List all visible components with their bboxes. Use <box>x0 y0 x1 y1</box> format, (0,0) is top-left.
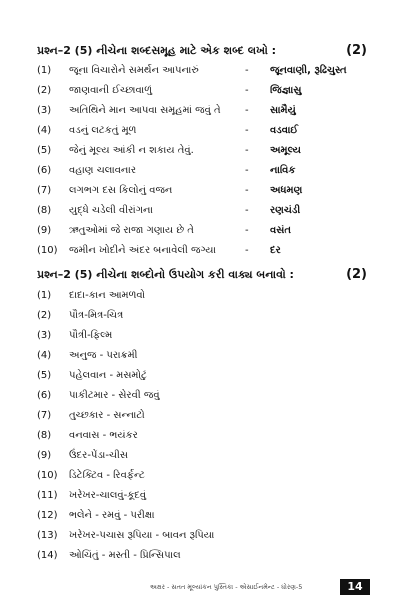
list-item <box>37 310 367 328</box>
item-dash: - <box>245 205 249 216</box>
item-phrase: પહેલવાન - મસમોટું <box>69 370 147 381</box>
item-phrase: ખરેખર-ચાલવું-કૂદવું <box>69 490 147 501</box>
item-number: (4) <box>37 125 52 136</box>
item-phrase: વનવાસ - ભયંકર <box>69 430 138 441</box>
item-dash: - <box>245 65 249 76</box>
item-phrase: તુચ્છકાર - સન્નાટો <box>69 410 145 421</box>
item-answer: જૂનવાણી, રૂઢિચુસ્ત <box>270 65 347 76</box>
item-number: (1) <box>37 290 52 301</box>
item-phrase: વડનું લટકતું મૂળ <box>69 125 137 136</box>
item-phrase: પૌત્રી-ફિલ્મ <box>69 330 113 341</box>
item-number: (5) <box>37 370 52 381</box>
list-item <box>37 105 367 123</box>
item-phrase: અનુજ - પરાક્રમી <box>69 350 138 361</box>
list-item <box>37 350 367 368</box>
item-phrase: ઓચિંતું - મસ્તી - પ્રિન્સિપાલ <box>69 550 181 561</box>
item-number: (2) <box>37 310 52 321</box>
list-item <box>37 225 367 243</box>
list-item <box>37 470 367 488</box>
item-number: (14) <box>37 550 58 561</box>
item-phrase: ઉંદર-પેંડા-ચીસ <box>69 450 128 461</box>
item-dash: - <box>245 125 249 136</box>
list-item <box>37 205 367 223</box>
section-two-heading <box>37 268 367 286</box>
item-number: (2) <box>37 85 52 96</box>
list-item <box>37 125 367 143</box>
item-phrase: ખરેખર-પચાસ રૂપિયા - બાવન રૂપિયા <box>69 530 215 541</box>
item-number: (3) <box>37 105 52 116</box>
item-answer: અધમણ <box>270 185 303 196</box>
item-number: (12) <box>37 510 58 521</box>
item-number: (9) <box>37 450 52 461</box>
item-answer: દર <box>270 245 281 256</box>
list-item <box>37 330 367 348</box>
item-number: (10) <box>37 470 58 481</box>
item-phrase: પાકીટમાર - સેરવી જવું <box>69 390 160 401</box>
item-phrase: જેનું મૂલ્ય આંકી ન શકાય તેવું. <box>69 145 194 156</box>
item-dash: - <box>245 165 249 176</box>
list-item <box>37 185 367 203</box>
item-phrase: ભલેને - રમવું - પરીક્ષા <box>69 510 155 521</box>
item-answer: અમૂલ્ય <box>270 145 301 156</box>
item-answer: રણચંડી <box>270 205 301 216</box>
item-answer: જિજ્ઞાસુ <box>270 85 302 96</box>
item-dash: - <box>245 105 249 116</box>
list-item <box>37 85 367 103</box>
item-dash: - <box>245 185 249 196</box>
section-two-title: પ્રશ્ન–2 (5) નીચેના શબ્દોનો ઉપયોગ કરી વાક્ય બનાવો : <box>37 268 294 281</box>
list-item <box>37 410 367 428</box>
item-number: (3) <box>37 330 52 341</box>
list-item <box>37 370 367 388</box>
item-number: (1) <box>37 65 52 76</box>
item-dash: - <box>245 85 249 96</box>
item-dash: - <box>245 225 249 236</box>
item-phrase: જમીન ખોદીને અંદર બનાવેલી જગ્યા <box>69 245 216 256</box>
item-number: (10) <box>37 245 58 256</box>
item-phrase: ડિટેક્ટિવ - રિવર્ફન્ટ <box>69 470 145 481</box>
item-phrase: લગભગ દસ કિલોનું વજન <box>69 185 173 196</box>
section-one-heading <box>37 44 367 62</box>
item-number: (8) <box>37 430 52 441</box>
item-answer: વસંત <box>270 225 291 236</box>
item-phrase: યુદ્ધે ચડેલી વીરાંગના <box>69 205 153 216</box>
section-two-marks: (2) <box>346 267 367 282</box>
item-answer: સામૈયું <box>270 105 296 116</box>
item-number: (7) <box>37 185 52 196</box>
list-item <box>37 450 367 468</box>
item-number: (13) <box>37 530 58 541</box>
item-number: (9) <box>37 225 52 236</box>
item-answer: વડવાઈ <box>270 125 299 136</box>
item-phrase: પૌત્ર-મિત્ર-ચિત્ર <box>69 310 124 321</box>
item-number: (6) <box>37 165 52 176</box>
item-phrase: અતિથિને માન આપવા સમૂહમાં જવું તે <box>69 105 221 116</box>
page-number: 14 <box>340 579 370 595</box>
item-phrase: દાદા-કાન આમળવો <box>69 290 146 301</box>
item-number: (11) <box>37 490 58 501</box>
item-phrase: વહાણ ચલાવનાર <box>69 165 136 176</box>
item-number: (8) <box>37 205 52 216</box>
item-dash: - <box>245 245 249 256</box>
list-item <box>37 290 367 308</box>
list-item <box>37 550 367 568</box>
item-phrase: જૂના વિચારોને સમર્થન આપનારું <box>69 65 199 76</box>
list-item <box>37 430 367 448</box>
item-number: (5) <box>37 145 52 156</box>
item-dash: - <box>245 145 249 156</box>
item-answer: નાવિક <box>270 165 296 176</box>
item-number: (4) <box>37 350 52 361</box>
list-item <box>37 530 367 548</box>
list-item <box>37 490 367 508</box>
list-item <box>37 245 367 263</box>
item-number: (6) <box>37 390 52 401</box>
list-item <box>37 510 367 528</box>
section-one-marks: (2) <box>346 43 367 58</box>
list-item <box>37 145 367 163</box>
list-item <box>37 390 367 408</box>
section-one-title: પ્રશ્ન–2 (5) નીચેના શબ્દસમૂહ માટે એક શબ્દ લખો : <box>37 44 277 57</box>
item-phrase: જાણવાની ઈચ્છાવાળું <box>69 85 152 96</box>
item-number: (7) <box>37 410 52 421</box>
list-item <box>37 65 367 83</box>
footer-caption: અક્ષર - સતત મૂલ્યાંકન પુસ્તિકા - એસાઈનમેન્ટ - ધોરણ-5 <box>150 583 303 591</box>
list-item <box>37 165 367 183</box>
item-phrase: ઋતુઓમાં જે રાજા ગણાય છે તે <box>69 225 194 236</box>
